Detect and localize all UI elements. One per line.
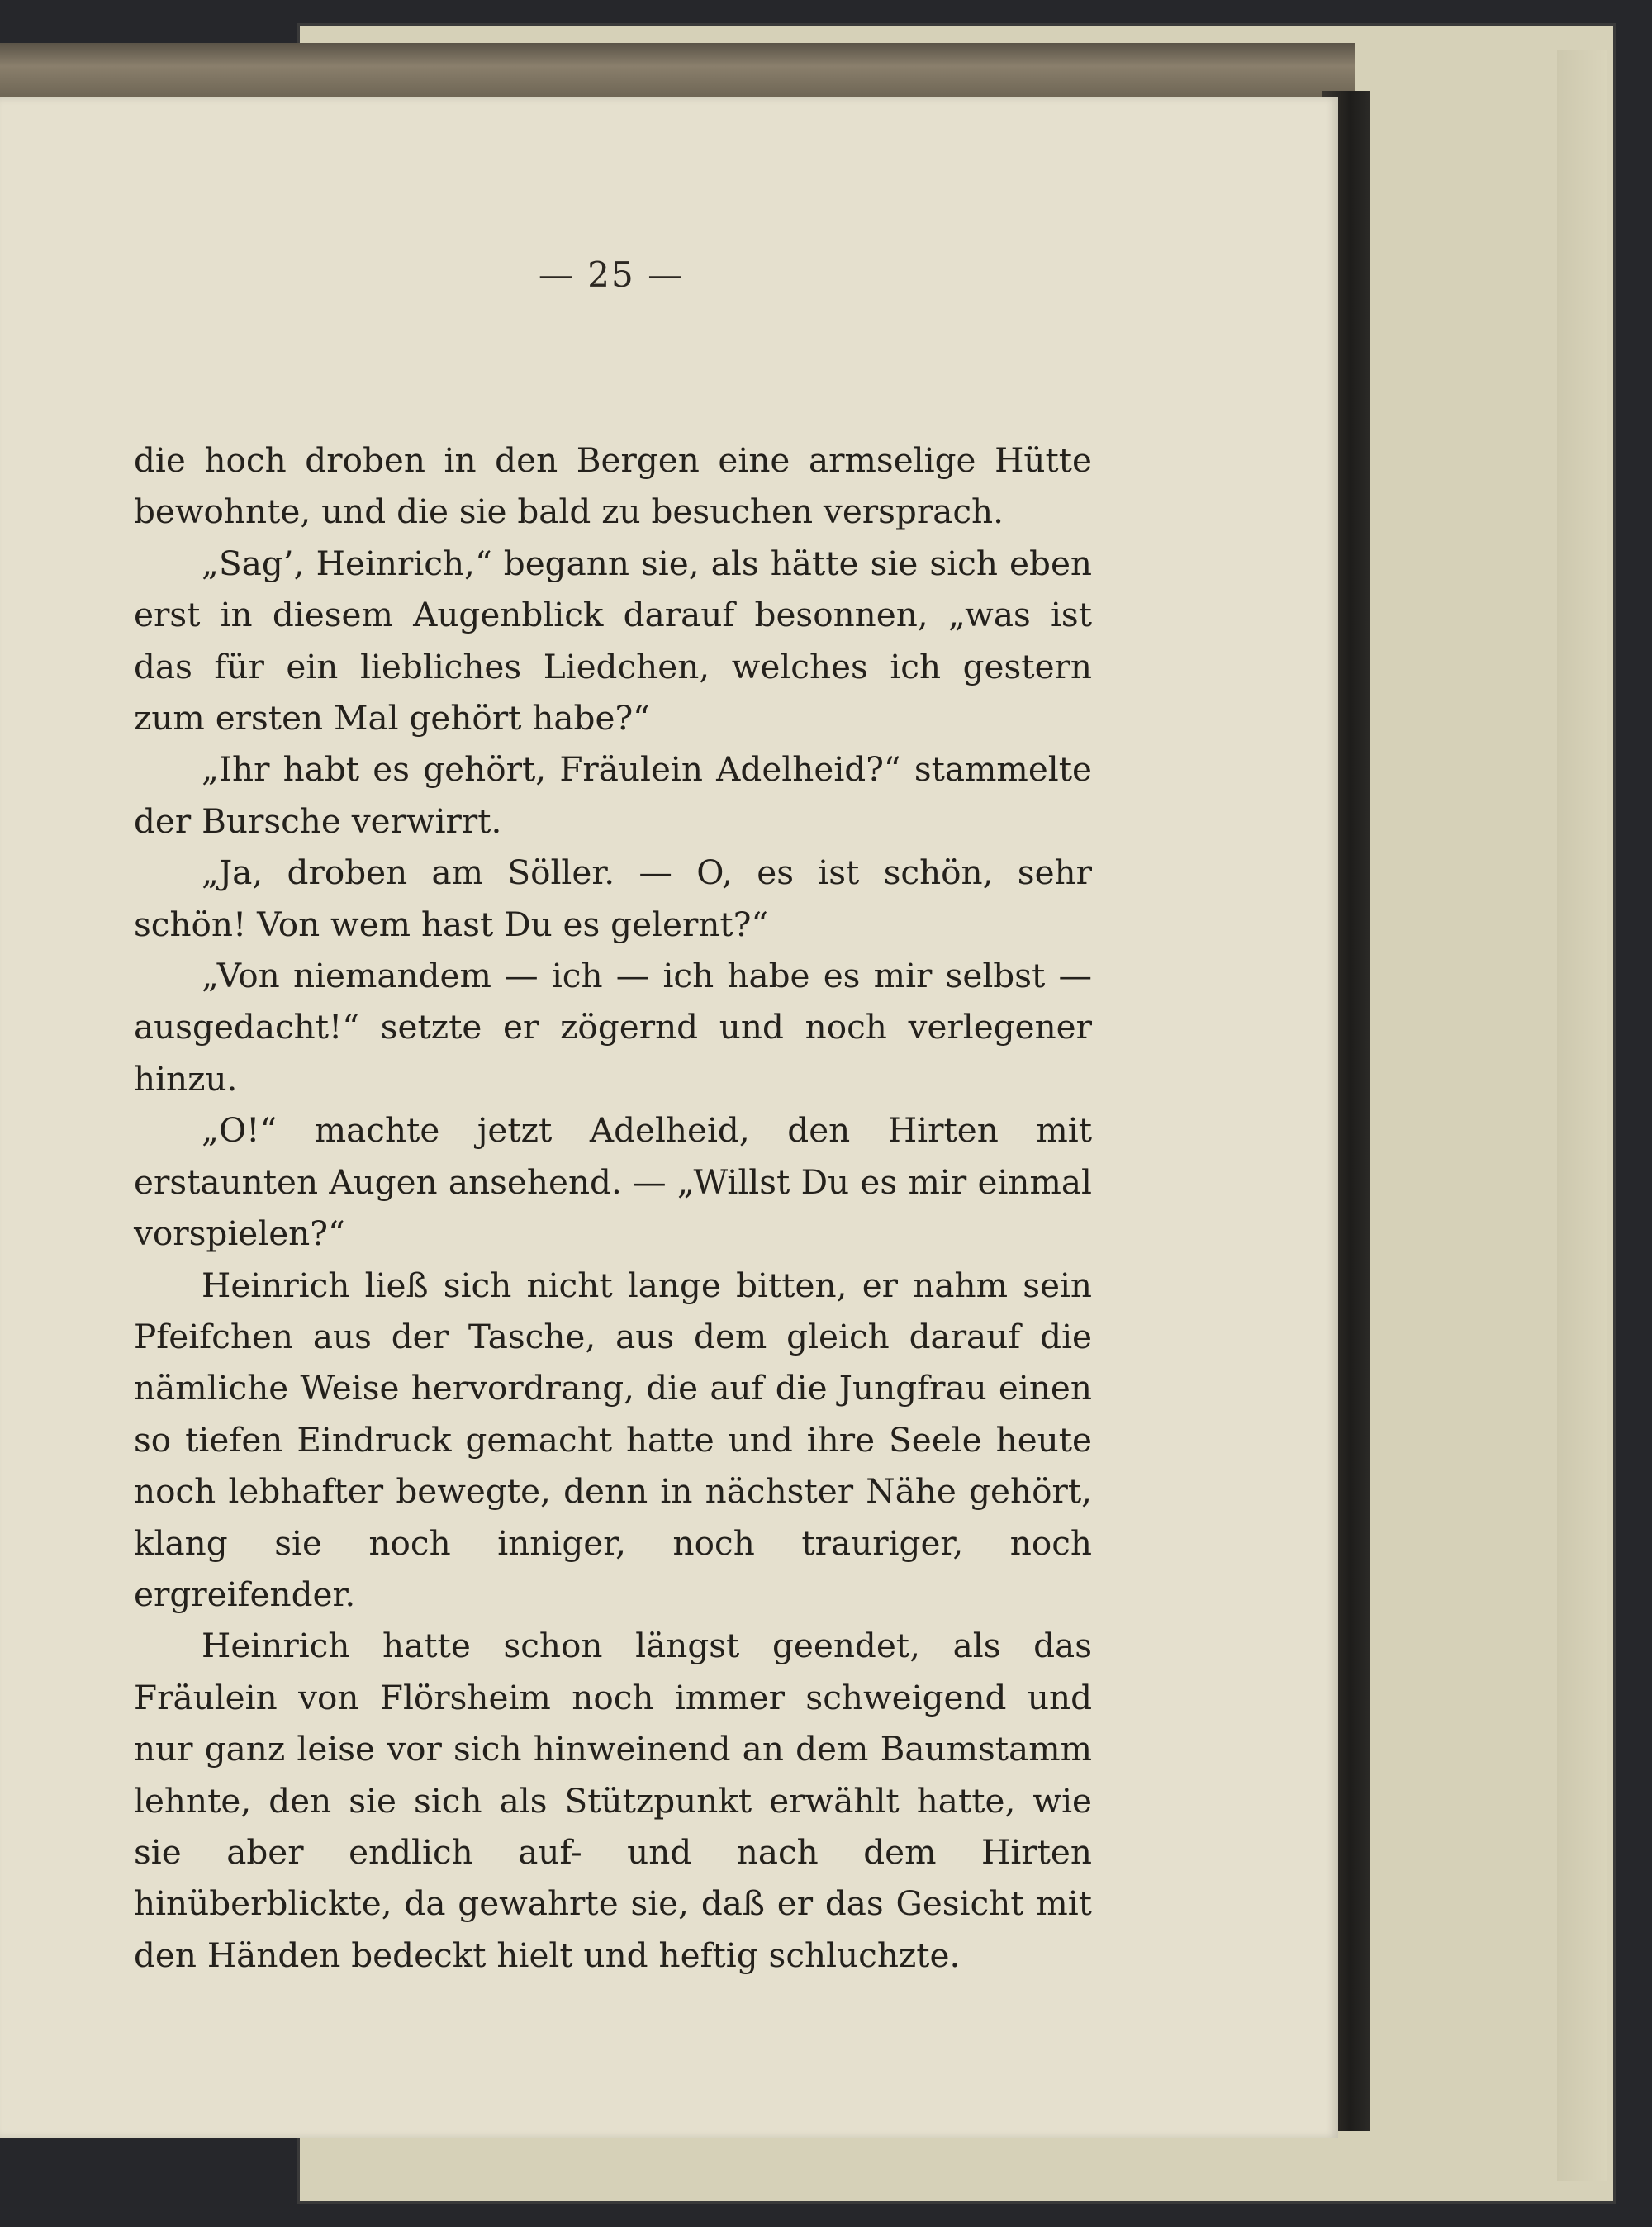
paragraph-1: die hoch droben in den Bergen eine armselige Hütte bewohnte, und die sie bald zu besuchen versprach. xyxy=(134,440,1092,532)
paragraph-8: Heinrich hatte schon längst geendet, als das Fräulein von Flörsheim noch immer schweigend und nur ganz leise vor sich hinweinend an dem Baumstamm lehnte, den sie sich als Stützpunkt erwählt hatte, wie sie aber endlich auf- und nach dem Hirten hinüberblickte, da gewahrte sie, daß er das Gesicht mit den Händen bedeckt hielt und heftig schluchzte. xyxy=(134,1626,1092,1975)
paragraph-7: Heinrich ließ sich nicht lange bitten, er nahm sein Pfeifchen aus der Tasche, aus dem gleich darauf die nämliche Weise hervordrang, die auf die Jungfrau einen so tiefen Eindruck gemacht hatte und ihre Seele heute noch lebhafter bewegte, denn in nächster Nähe gehört, klang sie noch inniger, noch trauriger, noch ergreifender. xyxy=(134,1265,1092,1614)
page-block-edge xyxy=(0,43,1355,101)
back-cover-edge xyxy=(1557,50,1607,2181)
body-text xyxy=(134,434,1092,1981)
page-number: — 25 — xyxy=(538,254,685,295)
book-page xyxy=(0,97,1338,2138)
paragraph-5: „Von niemandem — ich — ich habe es mir selbst — ausgedacht!“ setzte er zögernd und noch verlegener hinzu. xyxy=(134,956,1092,1099)
paragraph-2: „Sag’, Heinrich,“ begann sie, als hätte sie sich eben erst in diesem Augenblick darauf besonnen, „was ist das für ein liebliches Liedchen, welches ich gestern zum ersten Mal gehört habe?“ xyxy=(134,543,1092,738)
paragraph-3: „Ihr habt es gehört, Fräulein Adelheid?“ stammelte der Bursche verwirrt. xyxy=(134,749,1092,841)
paragraph-4: „Ja, droben am Söller. — O, es ist schön, sehr schön! Von wem hast Du es gelernt?“ xyxy=(134,852,1092,944)
paragraph-6: „O!“ machte jetzt Adelheid, den Hirten mit erstaunten Augen ansehend. — „Willst Du es mir einmal vorspielen?“ xyxy=(134,1110,1092,1254)
